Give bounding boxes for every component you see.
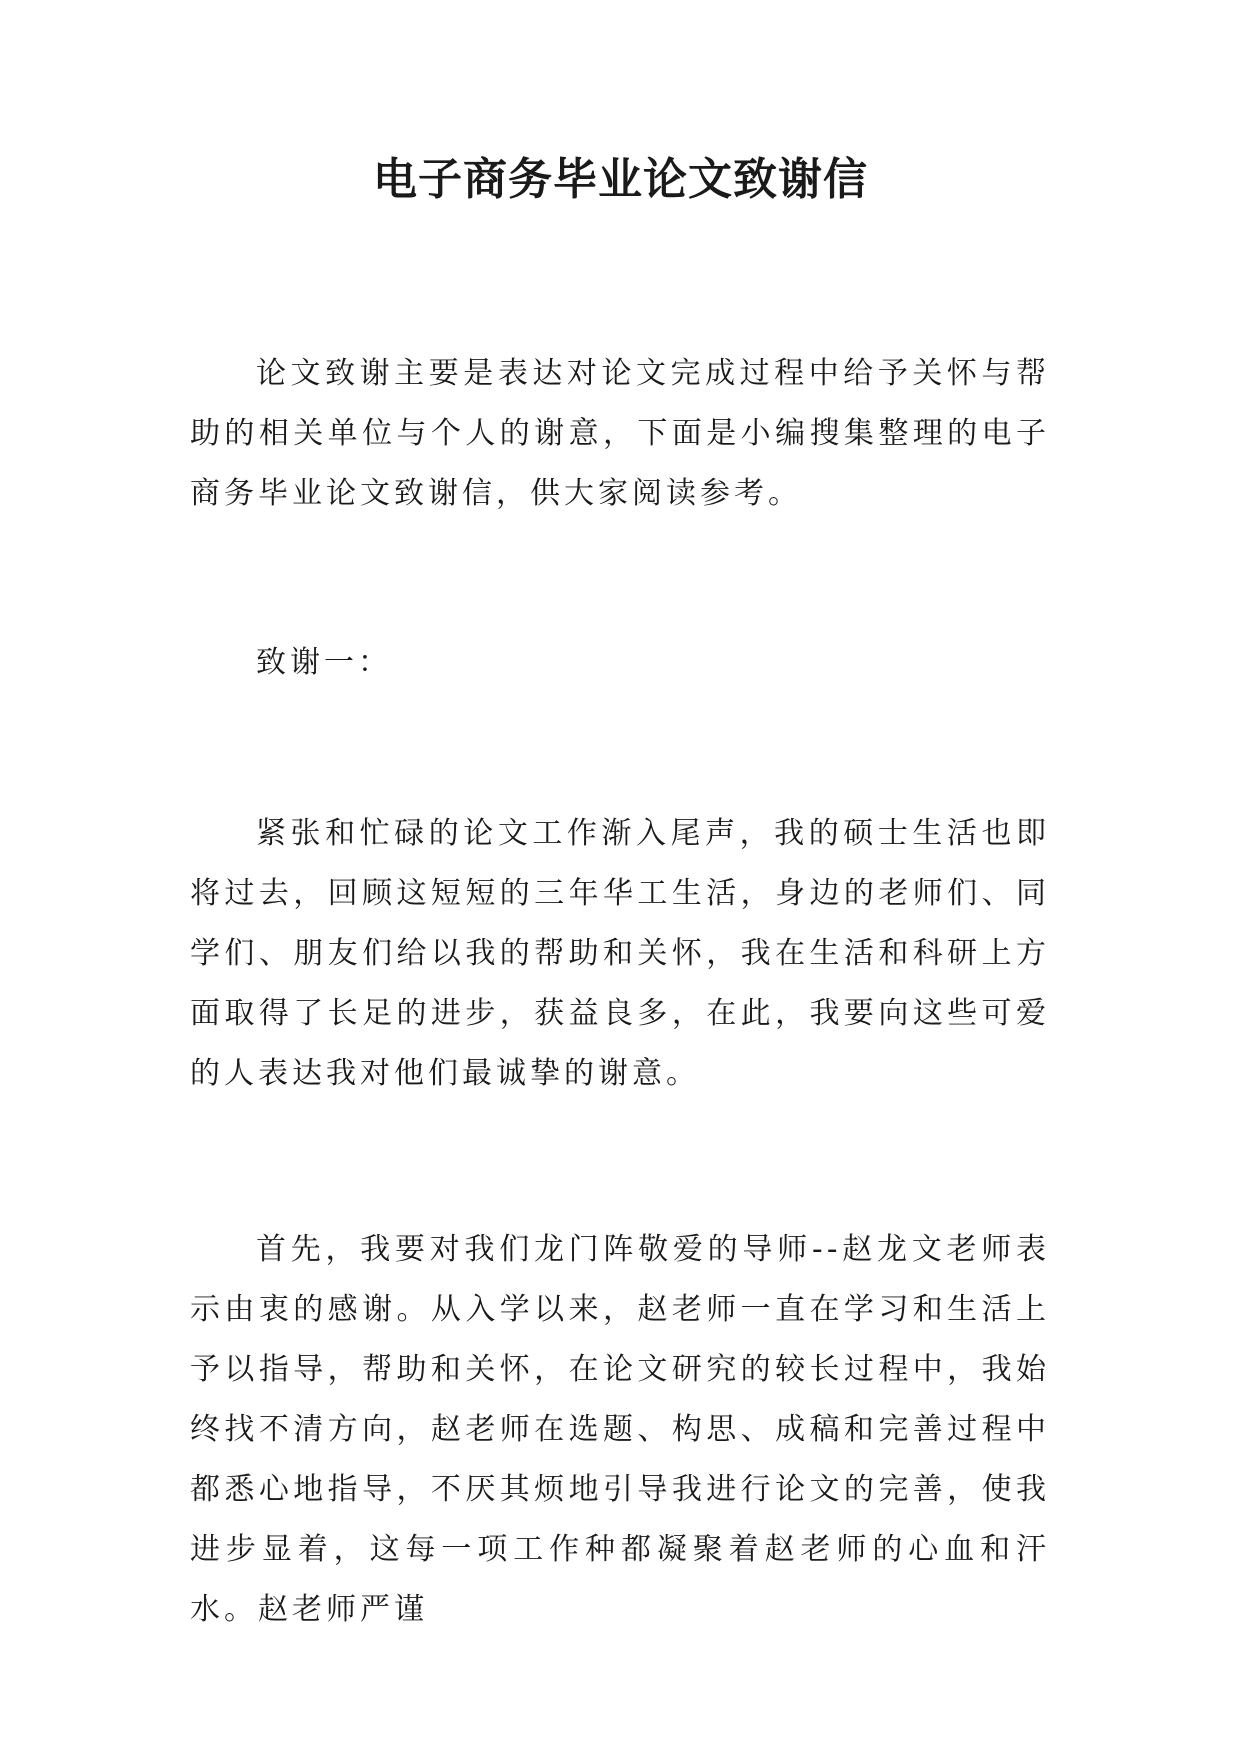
- document-title: 电子商务毕业论文致谢信: [373, 154, 868, 205]
- body-paragraph: 首先，我要对我们龙门阵敬爱的导师--赵龙文老师表示由衷的感谢。从入学以来，赵老师一直在学习和生活上予以指导，帮助和关怀，在论文研究的较长过程中，我始终找不清方向，赵老师在选题、构思、成稿和完善过程中都悉心地指导，不厌其烦地引导我进行论文的完善，使我进步显着，这每一项工作种都凝聚着赵老师的心血和汗水。赵老师严谨: [190, 1232, 1050, 1627]
- body-paragraph: 紧张和忙碌的论文工作渐入尾声，我的硕士生活也即将过去，回顾这短短的三年华工生活，身边的老师们、同学们、朋友们给以我的帮助和关怀，我在生活和科研上方面取得了长足的进步，获益良多，在此，我要向这些可爱的人表达我对他们最诚挚的谢意。: [190, 816, 1050, 1091]
- section-heading: 致谢一：: [256, 645, 392, 680]
- intro-paragraph: 论文致谢主要是表达对论文完成过程中给予关怀与帮助的相关单位与个人的谢意，下面是小编搜集整理的电子商务毕业论文致谢信，供大家阅读参考。: [190, 356, 1050, 511]
